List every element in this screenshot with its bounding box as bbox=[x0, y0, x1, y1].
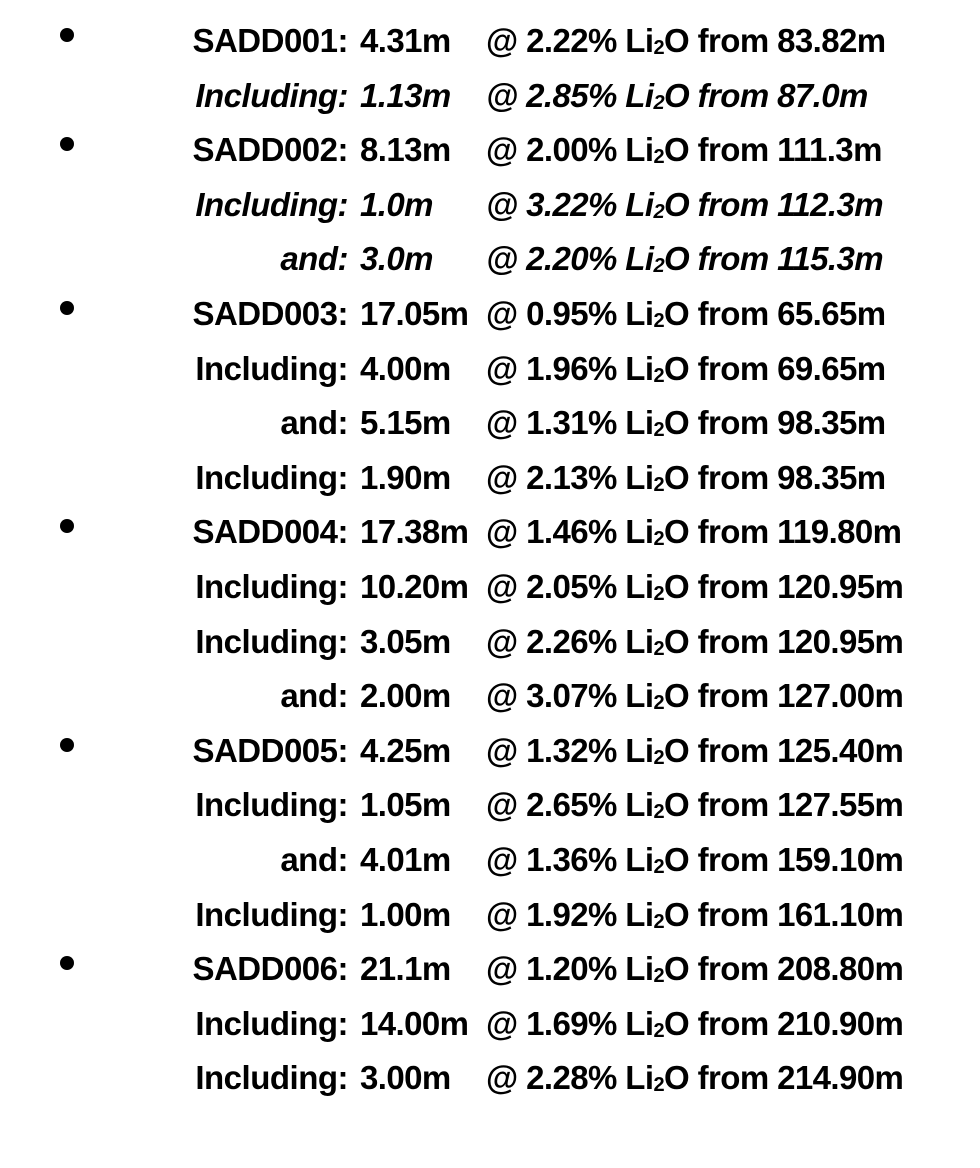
grade-text bbox=[486, 568, 903, 606]
hole-label: Including: bbox=[195, 349, 348, 387]
grade-value: @ 0.95% bbox=[486, 294, 617, 332]
grade-value: @ 2.65% bbox=[486, 786, 617, 824]
bullet-point-icon bbox=[60, 28, 74, 42]
hole-label: Including: bbox=[195, 76, 348, 114]
compound-name: $Li_2O$ bbox=[625, 1059, 690, 1097]
interval-length: 3.0m bbox=[360, 240, 433, 278]
compound-name: $Li_2O$ bbox=[625, 567, 690, 605]
compound-name: $Li_2O$ bbox=[625, 786, 690, 824]
result-row bbox=[0, 724, 980, 779]
compound-name: $Li_2O$ bbox=[625, 185, 690, 223]
compound-name: $Li_2O$ bbox=[625, 513, 690, 551]
result-row bbox=[0, 997, 980, 1052]
interval-length: 1.05m bbox=[360, 786, 451, 824]
hole-label: Including: bbox=[195, 1059, 348, 1097]
result-row bbox=[0, 342, 980, 397]
from-depth: from 127.55m bbox=[697, 786, 904, 824]
interval-length: 14.00m bbox=[360, 1004, 469, 1042]
grade-text bbox=[486, 1059, 903, 1097]
result-row bbox=[0, 778, 980, 833]
grade-text bbox=[486, 841, 903, 879]
result-row bbox=[0, 178, 980, 233]
grade-value: @ 3.22% bbox=[486, 185, 617, 223]
grade-value: @ 3.07% bbox=[486, 677, 617, 715]
hole-label: and: bbox=[280, 840, 348, 878]
grade-text bbox=[486, 1005, 903, 1043]
hole-label: and: bbox=[280, 240, 348, 278]
hole-label: SADD002: bbox=[192, 131, 348, 169]
bullet-point-icon bbox=[60, 738, 74, 752]
grade-text bbox=[486, 950, 903, 988]
from-depth: from 115.3m bbox=[697, 240, 883, 278]
hole-label: SADD005: bbox=[192, 731, 348, 769]
grade-value: @ 1.31% bbox=[486, 404, 617, 442]
bullet-point-icon bbox=[60, 519, 74, 533]
grade-value: @ 2.05% bbox=[486, 567, 617, 605]
result-row bbox=[0, 615, 980, 670]
grade-text bbox=[486, 513, 901, 551]
from-depth: from 98.35m bbox=[697, 458, 886, 496]
grade-value: @ 1.92% bbox=[486, 895, 617, 933]
from-depth: from 208.80m bbox=[697, 950, 904, 988]
result-row bbox=[0, 505, 980, 560]
bullet-point-icon bbox=[60, 956, 74, 970]
compound-name: $Li_2O$ bbox=[625, 349, 690, 387]
interval-length: 17.38m bbox=[360, 513, 469, 551]
result-row bbox=[0, 888, 980, 943]
grade-value: @ 2.00% bbox=[486, 131, 617, 169]
hole-label: Including: bbox=[195, 458, 348, 496]
hole-label: and: bbox=[280, 677, 348, 715]
result-row bbox=[0, 14, 980, 69]
compound-name: $Li_2O$ bbox=[625, 677, 690, 715]
from-depth: from 87.0m bbox=[697, 76, 868, 114]
from-depth: from 112.3m bbox=[697, 185, 883, 223]
result-row bbox=[0, 69, 980, 124]
compound-name: $Li_2O$ bbox=[625, 76, 690, 114]
drill-results-list bbox=[0, 14, 980, 1106]
grade-text bbox=[486, 677, 903, 715]
result-row bbox=[0, 669, 980, 724]
from-depth: from 159.10m bbox=[697, 840, 904, 878]
interval-length: 4.25m bbox=[360, 731, 451, 769]
compound-name: $Li_2O$ bbox=[625, 404, 690, 442]
hole-label: SADD006: bbox=[192, 950, 348, 988]
from-depth: from 69.65m bbox=[697, 349, 886, 387]
result-row bbox=[0, 123, 980, 178]
hole-label: and: bbox=[280, 404, 348, 442]
grade-value: @ 2.28% bbox=[486, 1059, 617, 1097]
grade-text bbox=[486, 786, 903, 824]
from-depth: from 210.90m bbox=[697, 1004, 904, 1042]
grade-value: @ 2.85% bbox=[486, 76, 617, 114]
bullet-point-icon bbox=[60, 301, 74, 315]
compound-name: $Li_2O$ bbox=[625, 240, 690, 278]
interval-length: 21.1m bbox=[360, 950, 451, 988]
from-depth: from 65.65m bbox=[697, 294, 886, 332]
hole-label: Including: bbox=[195, 786, 348, 824]
grade-value: @ 2.20% bbox=[486, 240, 617, 278]
from-depth: from 161.10m bbox=[697, 895, 904, 933]
compound-name: $Li_2O$ bbox=[625, 895, 690, 933]
hole-label: Including: bbox=[195, 1004, 348, 1042]
compound-name: $Li_2O$ bbox=[625, 131, 690, 169]
hole-label: Including: bbox=[195, 895, 348, 933]
grade-text bbox=[486, 22, 885, 60]
compound-name: $Li_2O$ bbox=[625, 622, 690, 660]
grade-text bbox=[486, 240, 883, 278]
result-row bbox=[0, 396, 980, 451]
grade-value: @ 1.20% bbox=[486, 950, 617, 988]
result-row bbox=[0, 942, 980, 997]
hole-label: SADD001: bbox=[192, 22, 348, 59]
interval-length: 10.20m bbox=[360, 567, 469, 605]
grade-text bbox=[486, 295, 885, 333]
from-depth: from 120.95m bbox=[697, 622, 904, 660]
compound-name: $Li_2O$ bbox=[625, 731, 690, 769]
hole-label: Including: bbox=[195, 622, 348, 660]
grade-value: @ 2.13% bbox=[486, 458, 617, 496]
hole-label: SADD004: bbox=[192, 513, 348, 551]
interval-length: 5.15m bbox=[360, 404, 451, 442]
result-row bbox=[0, 560, 980, 615]
interval-length: 3.05m bbox=[360, 622, 451, 660]
grade-text bbox=[486, 732, 903, 770]
interval-length: 4.00m bbox=[360, 349, 451, 387]
from-depth: from 127.00m bbox=[697, 677, 904, 715]
grade-value: @ 1.36% bbox=[486, 840, 617, 878]
result-row bbox=[0, 1051, 980, 1106]
grade-text bbox=[486, 623, 903, 661]
hole-label: SADD003: bbox=[192, 294, 348, 332]
interval-length: 3.00m bbox=[360, 1059, 451, 1097]
from-depth: from 83.82m bbox=[697, 22, 886, 59]
result-row bbox=[0, 287, 980, 342]
hole-label: Including: bbox=[195, 185, 348, 223]
interval-length: 1.90m bbox=[360, 458, 451, 496]
interval-length: 17.05m bbox=[360, 294, 469, 332]
interval-length: 1.00m bbox=[360, 895, 451, 933]
grade-text bbox=[486, 77, 868, 115]
compound-name: $Li_2O$ bbox=[625, 294, 690, 332]
grade-value: @ 1.96% bbox=[486, 349, 617, 387]
interval-length: 4.31m bbox=[360, 22, 451, 59]
grade-text bbox=[486, 131, 882, 169]
compound-name: $Li_2O$ bbox=[625, 458, 690, 496]
interval-length: 2.00m bbox=[360, 677, 451, 715]
grade-value: @ 1.32% bbox=[486, 731, 617, 769]
from-depth: from 98.35m bbox=[697, 404, 886, 442]
hole-label: Including: bbox=[195, 567, 348, 605]
result-row bbox=[0, 833, 980, 888]
interval-length: 1.13m bbox=[360, 76, 451, 114]
from-depth: from 119.80m bbox=[697, 513, 902, 551]
grade-value: @ 1.46% bbox=[486, 513, 617, 551]
compound-name: $Li_2O$ bbox=[625, 840, 690, 878]
bullet-point-icon bbox=[60, 137, 74, 151]
result-row bbox=[0, 232, 980, 287]
interval-length: 8.13m bbox=[360, 131, 451, 169]
interval-length: 4.01m bbox=[360, 840, 451, 878]
grade-value: @ 1.69% bbox=[486, 1004, 617, 1042]
grade-text bbox=[486, 350, 885, 388]
compound-name: $Li_2O$ bbox=[625, 22, 690, 59]
grade-value: @ 2.26% bbox=[486, 622, 617, 660]
compound-name: $Li_2O$ bbox=[625, 1004, 690, 1042]
from-depth: from 111.3m bbox=[697, 131, 882, 169]
interval-length: 1.0m bbox=[360, 185, 433, 223]
from-depth: from 120.95m bbox=[697, 567, 904, 605]
from-depth: from 125.40m bbox=[697, 731, 904, 769]
result-row bbox=[0, 451, 980, 506]
grade-text bbox=[486, 896, 903, 934]
compound-name: $Li_2O$ bbox=[625, 950, 690, 988]
grade-text bbox=[486, 459, 885, 497]
grade-value: @ 2.22% bbox=[486, 22, 617, 59]
from-depth: from 214.90m bbox=[697, 1059, 904, 1097]
grade-text bbox=[486, 404, 885, 442]
grade-text bbox=[486, 186, 883, 224]
